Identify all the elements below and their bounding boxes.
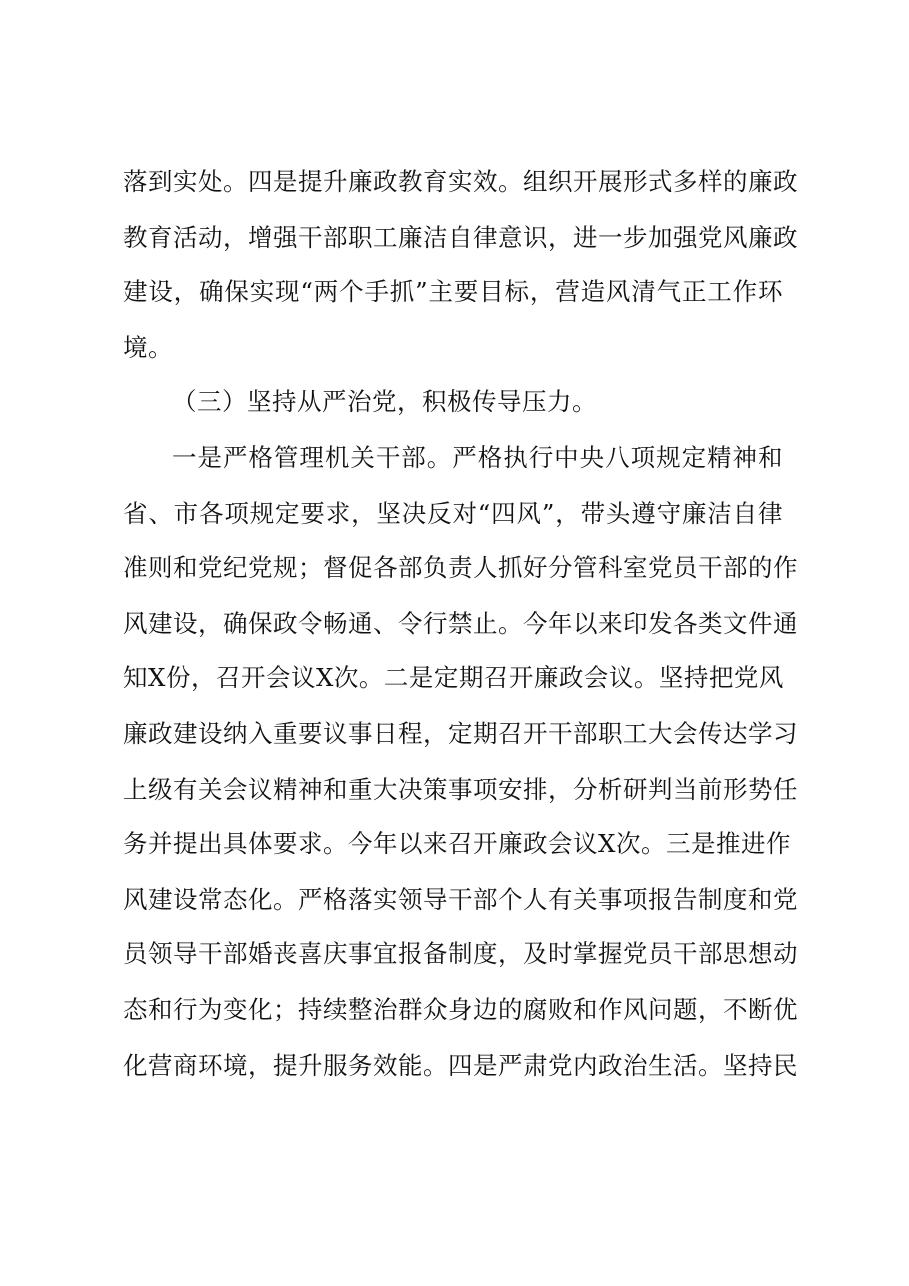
- body-text-line: 上级有关会议精神和重大决策事项安排，分析研判当前形势任: [123, 775, 798, 804]
- body-text-line: 化营商环境，提升服务效能。四是严肃党内政治生活。坚持民: [123, 1051, 798, 1080]
- body-text-line: 风建设常态化。严格落实领导干部个人有关事项报告制度和党: [123, 885, 798, 914]
- body-text-line: 省、市各项规定要求，坚决反对“四风”，带头遵守廉洁自律: [123, 499, 783, 528]
- body-text-line: 员领导干部婚丧喜庆事宜报备制度，及时掌握党员干部思想动: [123, 939, 798, 968]
- body-text-line: 务并提出具体要求。今年以来召开廉政会议X次。三是推进作: [123, 829, 791, 858]
- body-text-line: 知X份，召开会议X次。二是定期召开廉政会议。坚持把党风: [123, 663, 784, 692]
- body-text-line: 廉政建设纳入重要议事日程，定期召开干部职工大会传达学习: [123, 719, 798, 748]
- body-text-line: 态和行为变化；持续整治群众身边的腐败和作风问题，不断优: [123, 995, 798, 1024]
- section-heading: （三）坚持从严治党，积极传导压力。: [172, 387, 597, 416]
- paragraph-first-line: 一是严格管理机关干部。严格执行中央八项规定精神和: [172, 443, 783, 472]
- body-text-line: 建设，确保实现“两个手抓”主要目标，营造风清气正工作环: [123, 277, 783, 306]
- body-text-line: 境。: [123, 333, 173, 362]
- body-text-line: 教育活动，增强干部职工廉洁自律意识，进一步加强党风廉政: [123, 223, 798, 252]
- body-text-line: 准则和党纪党规；督促各部负责人抓好分管科室党员干部的作: [123, 553, 798, 582]
- body-text-line: 落到实处。四是提升廉政教育实效。组织开展形式多样的廉政: [123, 167, 798, 196]
- body-text-line: 风建设，确保政令畅通、令行禁止。今年以来印发各类文件通: [123, 609, 798, 638]
